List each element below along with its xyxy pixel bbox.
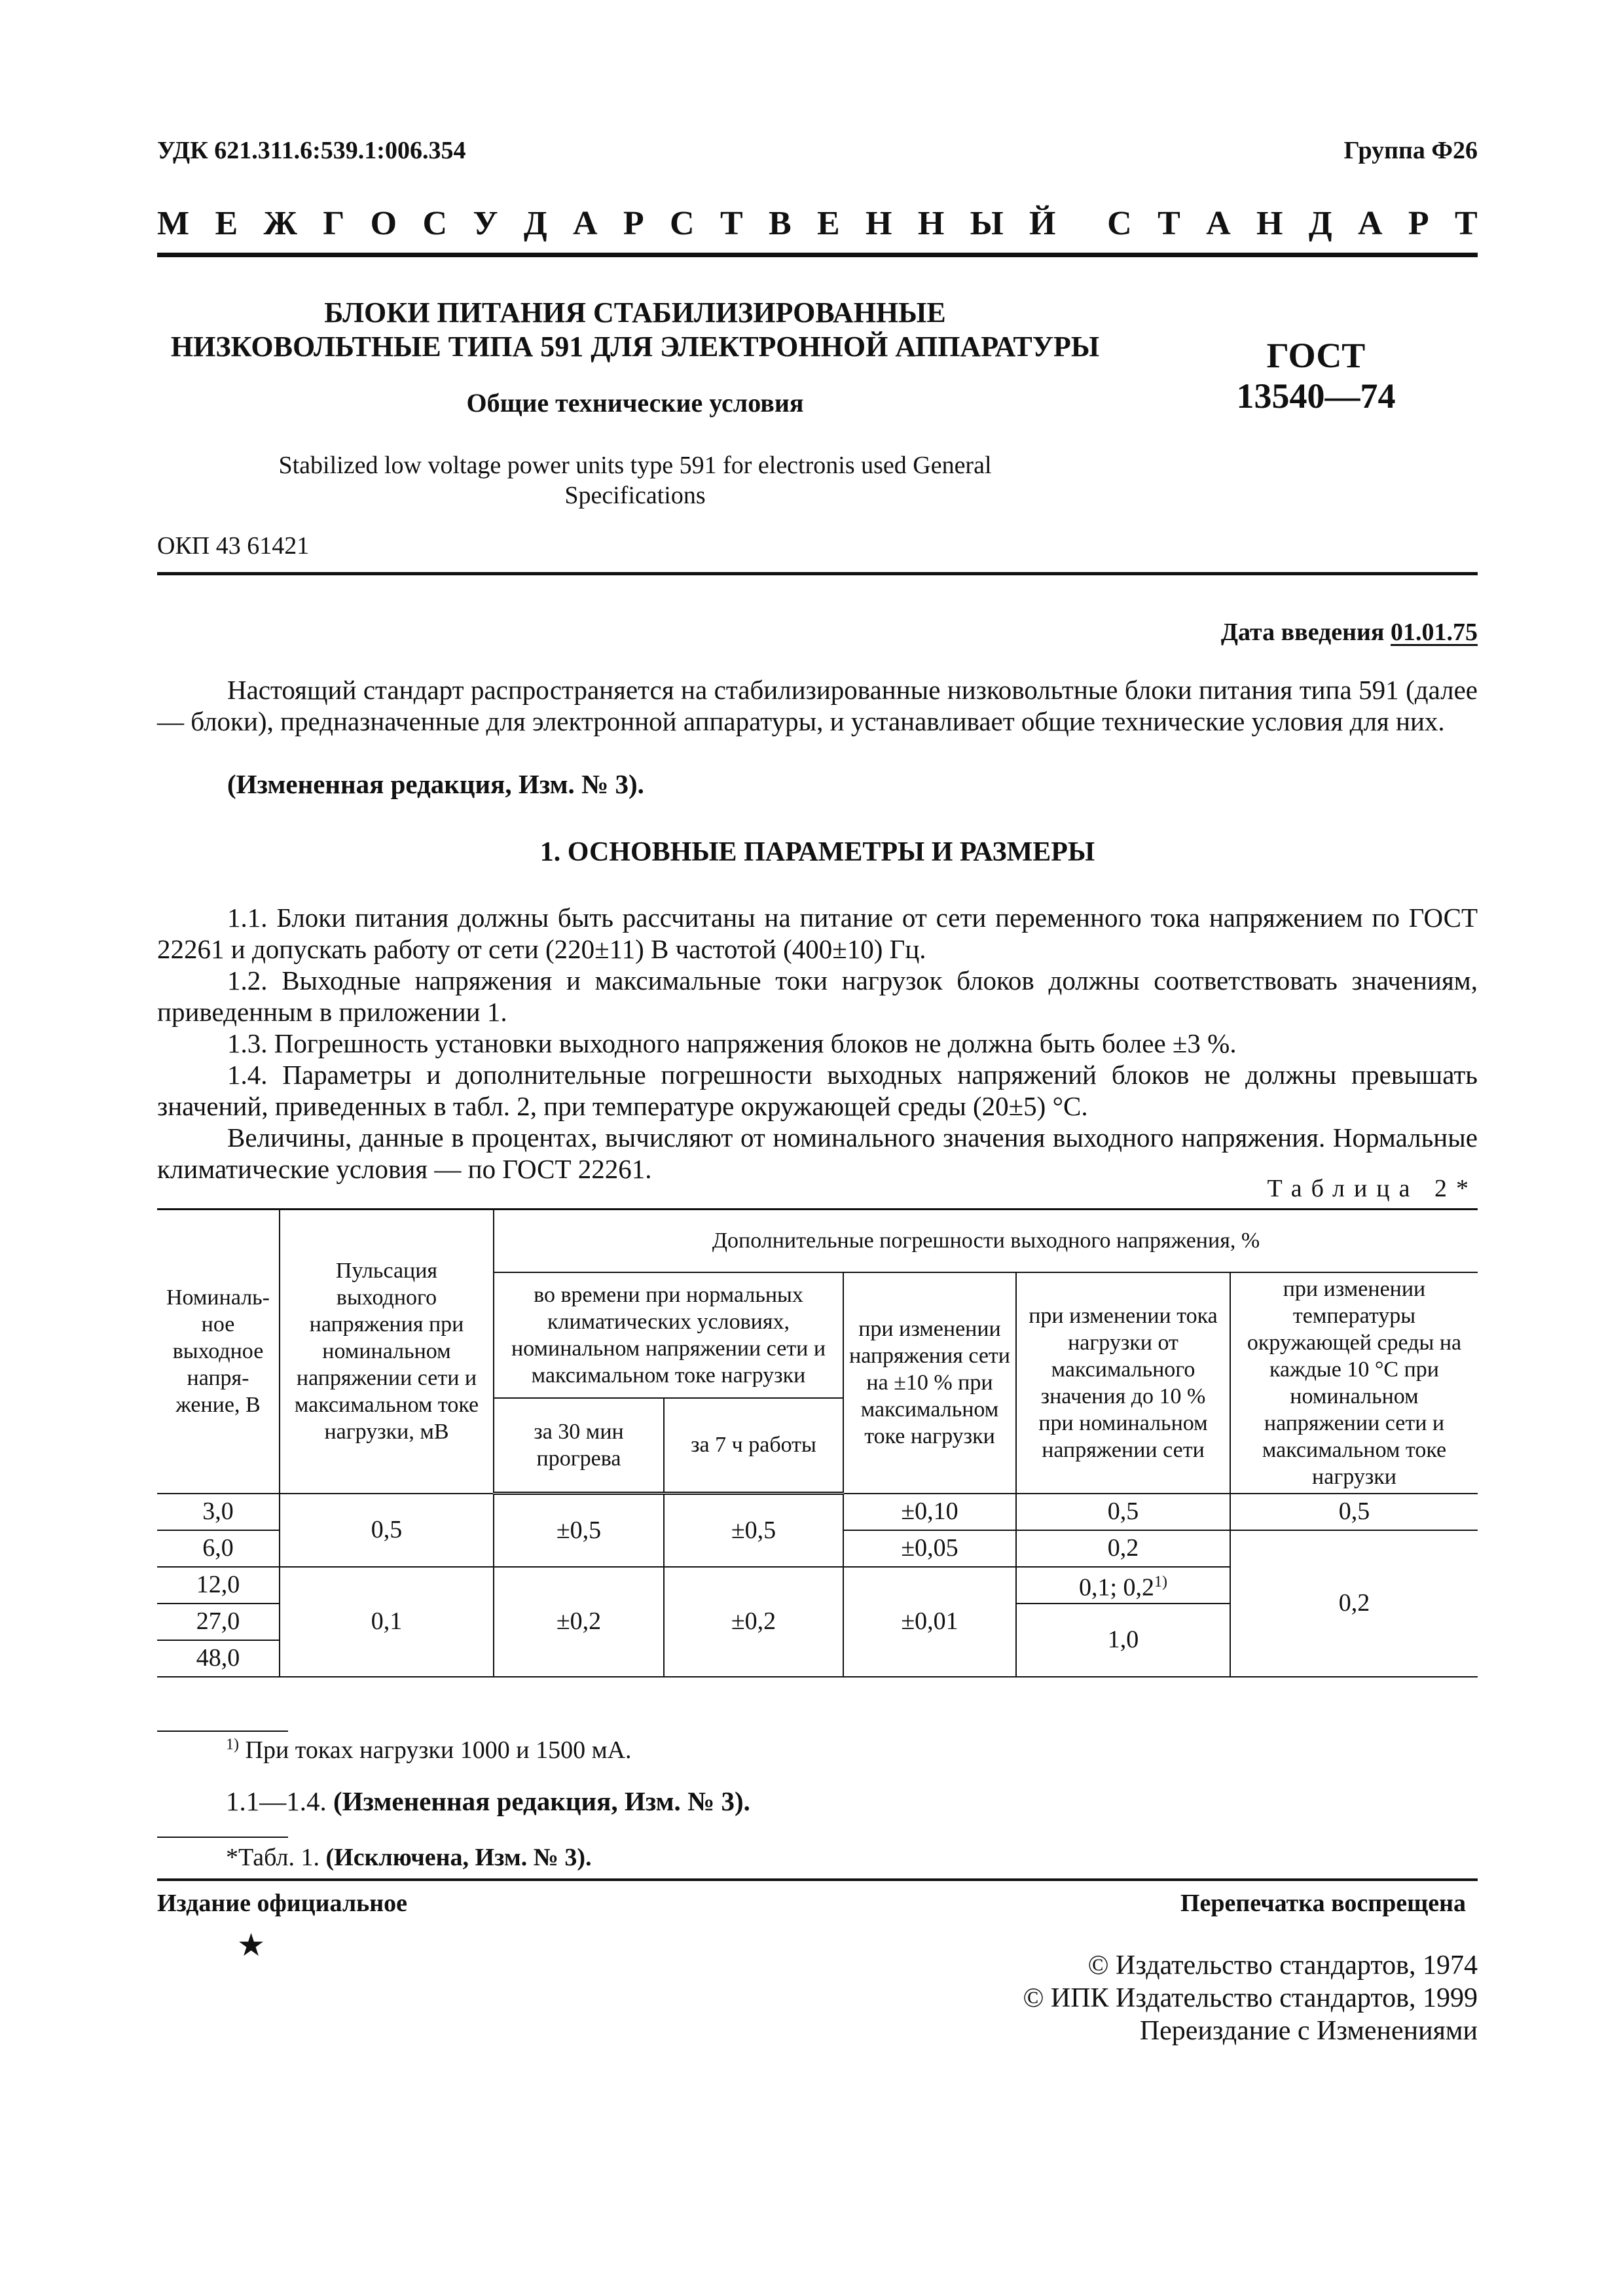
banner-letter: Т: [1158, 205, 1180, 242]
banner-letter: Н: [1256, 205, 1283, 242]
clause-1-4: 1.4. Параметры и дополнительные погрешности выходных напряжений блоков не должны превышать значений, приведенных в табл. 2, при температуре окружающей среды (20±5) °С.: [157, 1060, 1478, 1121]
note-rule: [157, 1837, 288, 1838]
banner-letter: Ж: [263, 205, 297, 242]
voltage-cell: 6,0: [157, 1530, 280, 1567]
banner-letter: Т: [720, 205, 743, 242]
title-line-2: НИЗКОВОЛЬТНЫЕ ТИПА 591 ДЛЯ ЭЛЕКТРОННОЙ АППАРАТУРЫ: [170, 331, 1100, 363]
temperature-cell: 0,5: [1230, 1494, 1478, 1530]
interstate-standard-banner: [157, 204, 1478, 243]
footnote-rule: [157, 1731, 288, 1732]
okp-code: ОКП 43 61421: [157, 532, 310, 560]
header-time-drift: во времени при нормальных климатических условиях, номинальном напряжении сети и максимальном токе нагрузки: [494, 1272, 843, 1398]
section-heading: 1. ОСНОВНЫЕ ПАРАМЕТРЫ И РАЗМЕРЫ: [539, 837, 1095, 867]
banner-letter: М: [157, 205, 190, 242]
banner-letter: У: [473, 205, 498, 242]
banner-letter: Г: [323, 205, 345, 242]
mains-cell: ±0,10: [843, 1494, 1016, 1530]
introduction-date-label: Дата введения: [1220, 619, 1385, 646]
banner-letter: С: [670, 205, 695, 242]
banner-letter: С: [1107, 205, 1132, 242]
load-cell: 0,2: [1016, 1530, 1230, 1567]
banner-letter: Д: [1308, 205, 1332, 242]
banner-letter: А: [1357, 205, 1383, 242]
table-footnote: [226, 1736, 632, 1765]
header-temperature-change: при изменении температуры окружающей среды на каждые 10 °С при номинальном напряжении сети и максимальном токе нагрузки: [1230, 1272, 1478, 1494]
table-1-note: [226, 1843, 592, 1872]
time-7h-cell: ±0,5: [664, 1494, 843, 1567]
voltage-cell: 48,0: [157, 1640, 280, 1677]
reprint-prohibited: Перепечатка воспрещена: [1180, 1890, 1466, 1917]
mains-cell: ±0,01: [843, 1567, 1016, 1677]
table-1-ref: *Табл. 1.: [226, 1844, 319, 1871]
copyright-1999: © ИПК Издательство стандартов, 1999: [1023, 1983, 1478, 2013]
intro-paragraph: Настоящий стандарт распространяется на стабилизированные низковольтные блоки питания типа 591 (далее — блоки), предназначенные для электронной аппаратуры, и устанавливает общие технические условия для них.: [157, 675, 1478, 736]
copyright-1974: © Издательство стандартов, 1974: [1087, 1950, 1478, 1981]
footer-rule: [157, 1878, 1478, 1881]
header-load-change: при изменении тока нагрузки от максимального значения до 10 % при номинальном напряжении сети: [1016, 1272, 1230, 1494]
clause-1-1: 1.1. Блоки питания должны быть рассчитаны на питание от сети переменного тока напряжением по ГОСТ 22261 и допускать работу от сети (220±11) В частотой (400±10) Гц.: [157, 903, 1478, 964]
ripple-cell: 0,5: [280, 1494, 494, 1567]
ripple-cell: 0,1: [280, 1567, 494, 1677]
temperature-cell: 0,2: [1230, 1530, 1478, 1677]
title-rule: [157, 572, 1478, 575]
voltage-cell: 3,0: [157, 1494, 280, 1530]
banner-letter: Д: [523, 205, 547, 242]
banner-letter: С: [422, 205, 448, 242]
load-cell: [1016, 1567, 1230, 1604]
reissue-note: Переиздание с Изменениями: [1139, 2016, 1478, 2046]
banner-letter: Й: [1029, 205, 1056, 242]
header-ripple: Пульсация выходного напряжения при номинальном напряжении сети и максимальном токе нагрузки, мВ: [280, 1210, 494, 1494]
banner-letter: Н: [917, 205, 945, 242]
banner-letter: А: [573, 205, 598, 242]
gost-number: [1172, 335, 1460, 416]
introduction-date-value: 01.01.75: [1391, 619, 1478, 646]
voltage-cell: 12,0: [157, 1567, 280, 1604]
change-ref: 1.1—1.4.: [226, 1786, 327, 1816]
values-paragraph: Величины, данные в процентах, вычисляют от номинального значения выходного напряжения. Нормальные климатические условия — по ГОСТ 22261.: [157, 1122, 1478, 1184]
table-1-text: (Исключена, Изм. № 3).: [325, 1844, 592, 1871]
load-cell: 0,5: [1016, 1494, 1230, 1530]
clause-1-3: 1.3. Погрешность установки выходного напряжения блоков не должна быть более ±3 %.: [227, 1028, 1237, 1058]
clause-1-2: 1.2. Выходные напряжения и максимальные токи нагрузок блоков должны соответствовать значениям, приведенным в приложении 1.: [157, 965, 1478, 1027]
group-code: Группа Ф26: [1343, 137, 1478, 164]
document-title: [157, 296, 1113, 364]
time-7h-cell: ±0,2: [664, 1567, 843, 1677]
english-title: Stabilized low voltage power units type 591 for electronis used General Specifications: [278, 452, 992, 509]
footnote-text: При токах нагрузки 1000 и 1500 мА.: [245, 1736, 632, 1764]
mains-cell: ±0,05: [843, 1530, 1016, 1567]
banner-letter: Р: [623, 205, 644, 242]
time-30-cell: ±0,5: [494, 1494, 664, 1567]
footnote-mark: 1): [226, 1736, 239, 1753]
load-value: 0,1; 0,2: [1078, 1573, 1155, 1602]
header-rule: [157, 253, 1478, 257]
time-30-cell: ±0,2: [494, 1567, 664, 1677]
official-edition: Издание официальное: [157, 1890, 408, 1917]
copyright-block: [1023, 1949, 1478, 2047]
star-icon: ★: [237, 1928, 266, 1963]
header-nominal-voltage: Номиналь-ное выходное напря-жение, В: [157, 1210, 280, 1494]
banner-letter: Е: [215, 205, 238, 242]
change-text: (Измененная редакция, Изм. № 3).: [333, 1786, 750, 1816]
table-caption: Таблица 2*: [1267, 1175, 1478, 1202]
gost-label: ГОСТ: [1266, 336, 1366, 375]
header-additional-errors: Дополнительные погрешности выходного напряжения, %: [494, 1210, 1478, 1272]
document-subtitle: Общие технические условия: [466, 388, 804, 418]
banner-letter: Т: [1454, 205, 1478, 242]
header-7-h: за 7 ч работы: [664, 1398, 843, 1494]
banner-letter: Н: [866, 205, 892, 242]
table-2: [157, 1208, 1478, 1677]
introduction-date: [1221, 618, 1478, 647]
change-note-1-1-1-4: [226, 1785, 750, 1817]
footnote-marker: 1): [1154, 1573, 1168, 1590]
banner-letter: А: [1206, 205, 1231, 242]
load-cell: 1,0: [1016, 1604, 1230, 1677]
banner-letter: Р: [1408, 205, 1429, 242]
banner-letter: В: [768, 205, 792, 242]
header-30-min: за 30 мин прогрева: [494, 1398, 664, 1494]
intro-change-note: (Измененная редакция, Изм. № 3).: [227, 769, 644, 799]
banner-letter: О: [370, 205, 397, 242]
gost-code: 13540—74: [1236, 376, 1396, 416]
title-line-1: БЛОКИ ПИТАНИЯ СТАБИЛИЗИРОВАННЫЕ: [324, 296, 946, 329]
header-mains-change: при изменении напряжения сети на ±10 % при максимальном токе нагрузки: [843, 1272, 1016, 1494]
banner-letter: Е: [817, 205, 840, 242]
udk-code: УДК 621.311.6:539.1:006.354: [157, 137, 466, 164]
voltage-cell: 27,0: [157, 1604, 280, 1640]
banner-letter: Ы: [970, 205, 1004, 242]
